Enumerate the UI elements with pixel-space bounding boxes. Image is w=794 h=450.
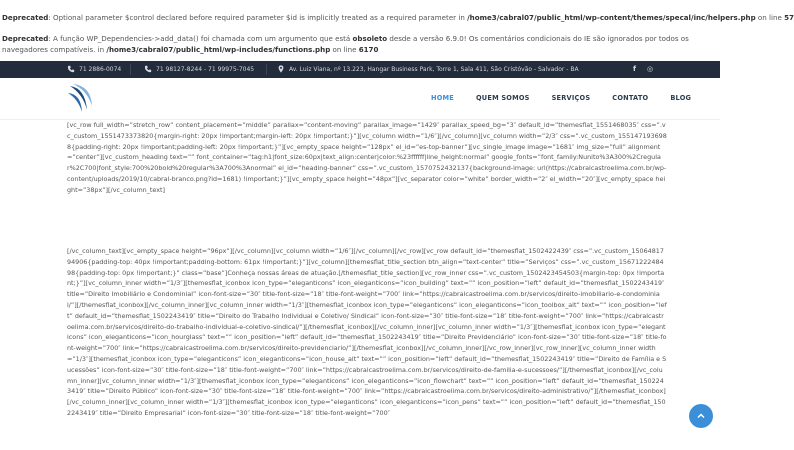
phone-icon: [144, 65, 152, 73]
shortcode-text-block-1: [vc_row full_width=”stretch_row” content_placement=”middle” parallax=”content-moving” parallax_image=”1429″ parallax_speed_bg=”3″ default_id=”themesflat_1551468035″ css=”.vc_custom_1551473373820{margin-right: 20px !important;margin-left: 20px !important;}”][vc_column width=”1/6″][/vc_column][vc_column width=”2/3″ css=”.vc_custom_1551471936988{padding-right: 20px !important;padding-left: 20px !important;}”][vc_empty_space height=”128px” el_id=”es-top-banner”][vc_single_image image=”1681″ img_size=”full” alignment=”center”][vc_custom_heading text=”” font_container=”tag:h1|font_size:60px|text_align:center|color:%23ffffff|line_height:normal” google_fonts=”font_family:Nunito%3A300%2Cregular%2C700|font_style:700%20bold%20regular%3A700%3Anormal” el_id=”heading-banner” css=”.vc_custom_1570752432137{background-image: url(https://cabralcastroelima.com.br/wp-content/uploads/2019/10/cabral-branco.png?id=1681) !important;}”][vc_empty_space height=”48px”][vc_separator color=”white” border_width=”2″ el_width=”20″][vc_empty_space height=”38px”][/vc_column_text]: [67, 121, 667, 194]
deprecation-warning-2: [2, 33, 720, 55]
warning-text-middle: desde a versão 6.9.0! Os comentários condicionais do IE são ignorados por todos os navegadores compatíveis. in: [2, 34, 689, 54]
nav-contato[interactable]: CONTATO: [612, 94, 649, 102]
phone-1[interactable]: [67, 61, 121, 78]
warning-text: : Optional parameter $control declared before required parameter $id is implicitly treated as a required parameter in: [48, 13, 468, 22]
warning-line-number: 6170: [358, 45, 379, 54]
warning-prefix: Deprecated: [2, 13, 49, 22]
phone-2[interactable]: [144, 61, 254, 78]
warning-path: /home3/cabral07/public_html/wp-content/themes/specal/inc/helpers.php: [467, 13, 756, 22]
address: [277, 61, 579, 78]
site-logo[interactable]: [67, 84, 93, 114]
back-to-top-button[interactable]: [689, 404, 713, 428]
instagram-link[interactable]: [647, 61, 653, 78]
warning-strong: obsoleto: [352, 34, 388, 43]
top-info-bar: [0, 61, 720, 78]
map-pin-icon: [277, 65, 285, 73]
warning-path: /home3/cabral07/public_html/wp-includes/functions.php: [106, 45, 331, 54]
phone-1-text: 71 2886-0074: [79, 66, 122, 73]
phone-icon: [67, 65, 75, 73]
phone-2-text: 71 98127-8244 - 71 99975-7045: [156, 66, 255, 73]
warning-text: : A função WP_Dependencies->add_data() foi chamada com um argumento que está: [48, 34, 353, 43]
warning-line-label: on line: [330, 45, 359, 54]
php-warnings: [0, 0, 794, 65]
deprecation-warning-1: [2, 12, 794, 23]
nav-home[interactable]: HOME: [431, 94, 454, 102]
nav-blog[interactable]: BLOG: [670, 94, 692, 102]
instagram-icon: ◎: [647, 65, 654, 73]
facebook-icon: f: [633, 65, 637, 73]
warning-line-number: 57: [784, 13, 794, 22]
main-nav: [409, 78, 691, 120]
warning-line-label: on line: [755, 13, 785, 22]
facebook-link[interactable]: [633, 61, 636, 78]
separator: [130, 64, 131, 75]
warning-prefix: Deprecated: [2, 34, 49, 43]
address-text: Av. Luiz Viana, nº 13.223, Hangar Business Park, Torre 1, Sala 411, São Cristóvão - Salvador - BA: [289, 66, 579, 73]
site-header: [0, 78, 720, 120]
chevron-up-icon: [696, 411, 706, 421]
shortcode-text-block-2: [/vc_column_text][vc_empty_space height=”96px”][/vc_column][vc_column width=”1/6″][/vc_column][/vc_row][vc_row default_id=”themesflat_1502422439″ css=”.vc_custom_1506481794906{padding-top: 40px !important;padding-bottom: 61px !important;}”][vc_column][themesflat_title_section btn_align=”text-center” title=”Serviços” css=”.vc_custom_1567122248498{padding-top: 0px !important;}” class=”base”]Conheça nossas áreas de atuação.[/themesflat_title_section][vc_row_inner css=”.vc_custom_1502423454503{margin-top: 0px !important;}”][vc_column_inner width=”1/3″][themesflat_iconbox icon_type=”eleganticons” icon_eleganticons=”icon_building” text=”” icon_position=”left” default_id=”themesflat_1502243419″ title=”Direito Imobiliário e Condominial” icon-font-size=”30″ title-font-size=”18″ title-font-weight=”700″ link=”https://cabralcastroelima.com.br/servicos/direito-imobiliario-e-condominial/”][/themesflat_iconbox][/vc_column_inner][vc_column_inner width=”1/3″][themesflat_iconbox icon_type=”eleganticons” icon_eleganticons=”icon_toolbox_alt” text=”” icon_position=”left” default_id=”themesflat_1502243419″ title=”Direito do Trabalho Individual e Coletivo/ Sindical” icon-font-size=”30″ title-font-size=”18″ title-font-weight=”700″ link=”https://cabralcastroelima.com.br/servicos/direito-do-trabalho-individual-e-coletivo-sindical/”][/themesflat_iconbox][/vc_column_inner][vc_column_inner width=”1/3″][themesflat_iconbox icon_type=”eleganticons” icon_eleganticons=”icon_hourglass” text=”” icon_position=”left” default_id=”themesflat_1502243419″ title=”Direito Previdenciário” icon-font-size=”30″ title-font-size=”18″ title-font-weight=”700″ link=”https://cabralcastroelima.com.br/servicos/direito-previdenciario/”][/themesflat_iconbox][/vc_column_inner][/vc_row_inner][vc_row_inner][vc_column_inner width=”1/3″][themesflat_iconbox icon_type=”eleganticons” icon_eleganticons=”icon_house_alt” text=”” icon_position=”left” default_id=”themesflat_1502243419″ title=”Direito de Família e Sucessões” icon-font-size=”30″ title-font-size=”18″ title-font-weight=”700″ link=”https://cabralcastroelima.com.br/servicos/direito-de-familia-e-sucessoes/”][/themesflat_iconbox][/vc_column_inner][vc_column_inner width=”1/3″][themesflat_iconbox icon_type=”eleganticons” icon_eleganticons=”icon_flowchart” text=”” icon_position=”left” default_id=”themesflat_1502243419″ title=”Direito Público” icon-font-size=”30″ title-font-size=”18″ title-font-weight=”700″ link=”https://cabralcastroelima.com.br/servicos/direito-administrativo/”][/themesflat_iconbox][/vc_column_inner][vc_column_inner width=”1/3″][themesflat_iconbox icon_type=”eleganticons” icon_eleganticons=”icon_pens” text=”” icon_position=”left” default_id=”themesflat_1502243419″ title=”Direito Empresarial” icon-font-size=”30″ title-font-size=”18″ title-font-weight=”700″: [67, 247, 667, 417]
separator: [266, 64, 267, 75]
nav-quem-somos[interactable]: QUEM SOMOS: [476, 94, 530, 102]
nav-servicos[interactable]: SERVIÇOS: [551, 94, 591, 102]
